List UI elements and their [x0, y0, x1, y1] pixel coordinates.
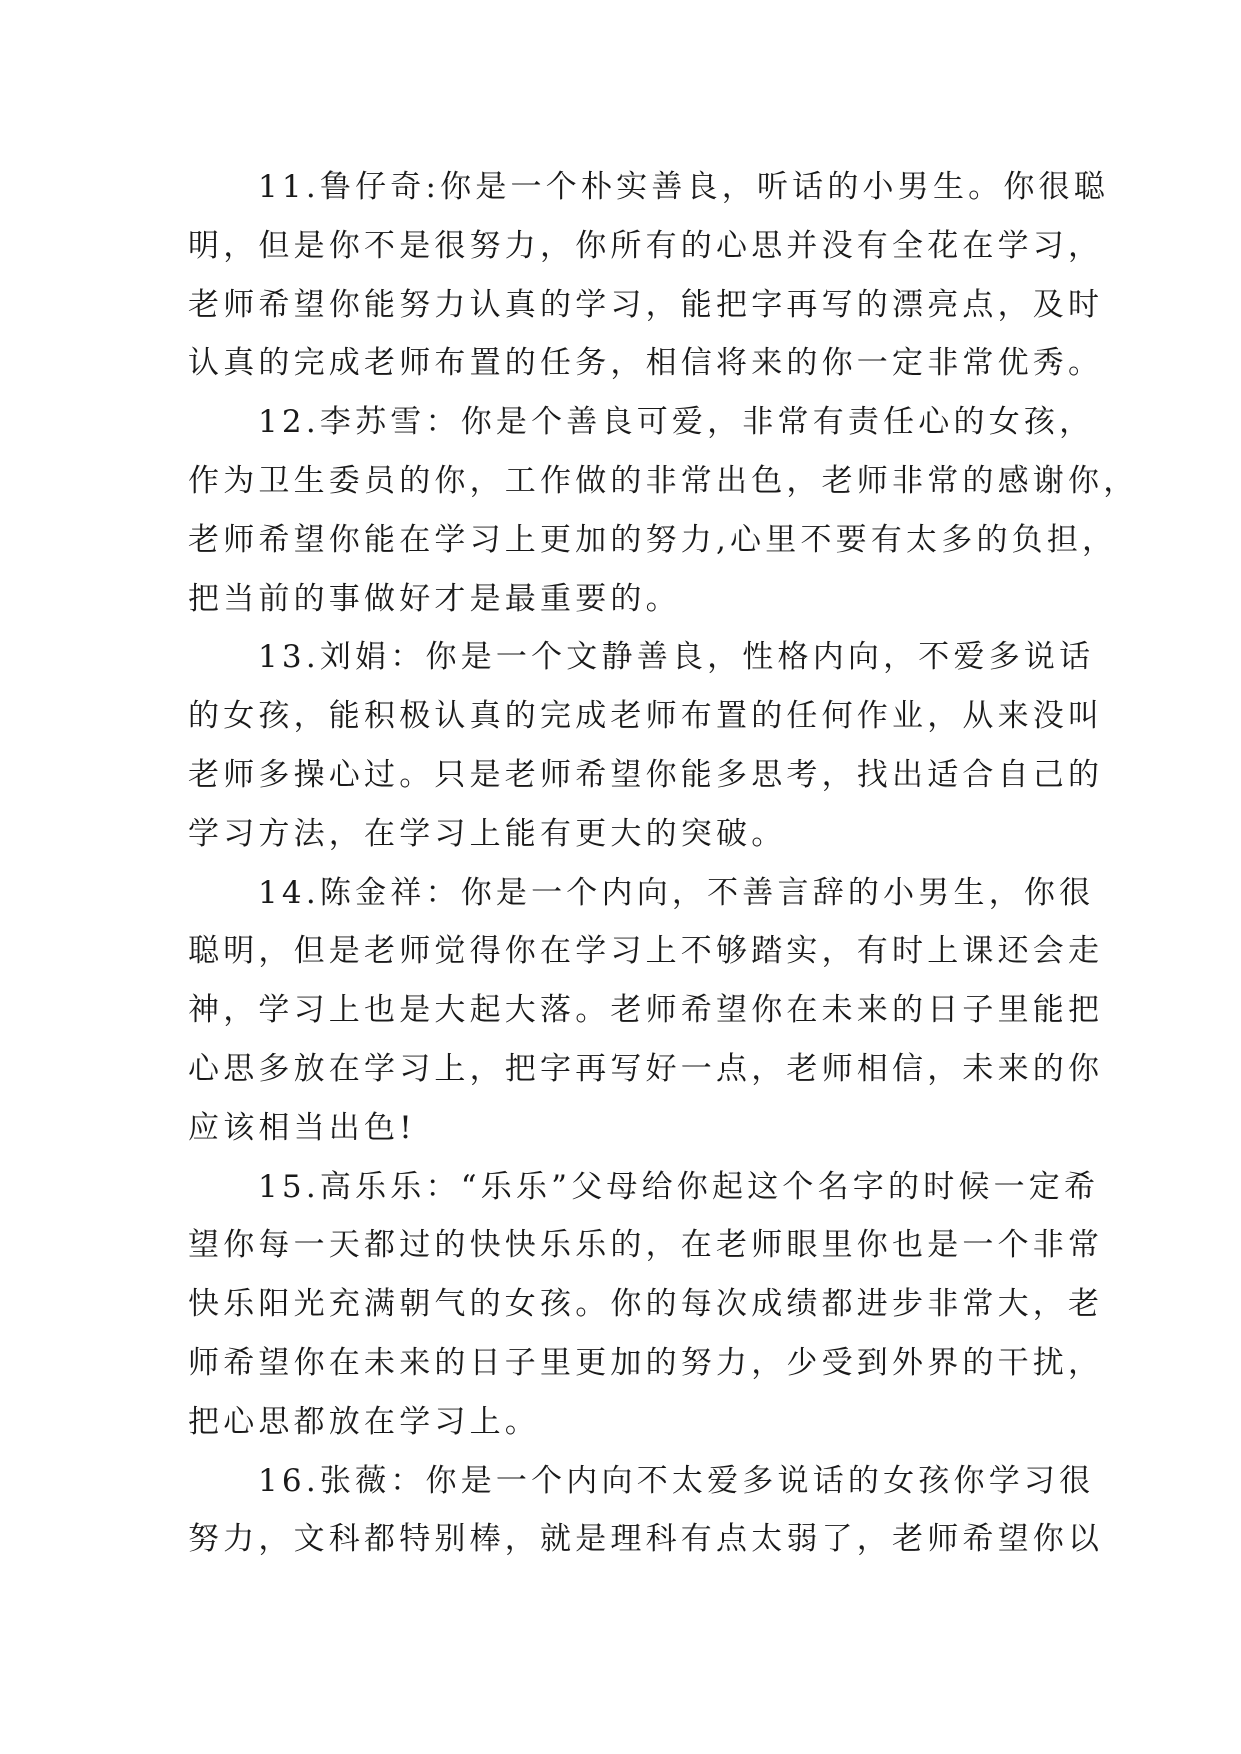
text-line: 的女孩，能积极认真的完成老师布置的任何作业，从来没叫	[188, 698, 1104, 735]
text-line: 16.张薇：你是一个内向不太爱多说话的女孩你学习很	[258, 1462, 1095, 1499]
text-line: 老师多操心过。只是老师希望你能多思考，找出适合自己的	[188, 756, 1104, 793]
text-line: 应该相当出色!	[188, 1109, 416, 1146]
text-line: 13.刘娟：你是一个文静善良，性格内向，不爱多说话	[258, 639, 1095, 676]
comment-paragraph-13	[188, 628, 1104, 863]
text-line: 11.鲁仔奇:你是一个朴实善良，听话的小男生。你很聪	[258, 169, 1109, 205]
comment-paragraph-16	[188, 1452, 1104, 1570]
text-line: 老师希望你能努力认真的学习，能把字再写的漂亮点，及时	[188, 286, 1104, 323]
comment-paragraph-11	[188, 158, 1109, 393]
text-line: 认真的完成老师布置的任务，相信将来的你一定非常优秀。	[188, 345, 1104, 382]
text-line: 心思多放在学习上，把字再写好一点，老师相信，未来的你	[188, 1050, 1104, 1087]
text-line: 努力，文科都特别棒，就是理科有点太弱了，老师希望你以	[188, 1521, 1104, 1558]
comment-paragraph-12	[188, 393, 1139, 628]
comment-paragraph-15	[188, 1158, 1104, 1452]
text-line: 14.陈金祥：你是一个内向，不善言辞的小男生，你很	[258, 874, 1095, 911]
document-body	[188, 158, 1139, 1569]
text-line: 把心思都放在学习上。	[188, 1403, 540, 1440]
text-line: 学习方法，在学习上能有更大的突破。	[188, 815, 787, 852]
text-line: 神，学习上也是大起大落。老师希望你在未来的日子里能把	[188, 992, 1104, 1029]
text-line: 聪明，但是老师觉得你在学习上不够踏实，有时上课还会走	[188, 933, 1104, 970]
text-line: 把当前的事做好才是最重要的。	[188, 580, 681, 617]
text-line: 明，但是你不是很努力，你所有的心思并没有全花在学习，	[188, 227, 1104, 264]
text-line: 师希望你在未来的日子里更加的努力，少受到外界的干扰，	[188, 1344, 1104, 1381]
comment-paragraph-14	[188, 864, 1104, 1158]
text-line: 15.高乐乐：“乐乐”父母给你起这个名字的时候一定希	[258, 1168, 1100, 1205]
text-line: 老师希望你能在学习上更加的努力,心里不要有太多的负担，	[188, 521, 1118, 558]
text-line: 作为卫生委员的你，工作做的非常出色，老师非常的感谢你，	[188, 462, 1139, 499]
text-line: 望你每一天都过的快快乐乐的，在老师眼里你也是一个非常	[188, 1227, 1104, 1264]
text-line: 快乐阳光充满朝气的女孩。你的每次成绩都进步非常大，老	[188, 1286, 1104, 1323]
text-line: 12.李苏雪：你是个善良可爱，非常有责任心的女孩，	[258, 404, 1095, 441]
